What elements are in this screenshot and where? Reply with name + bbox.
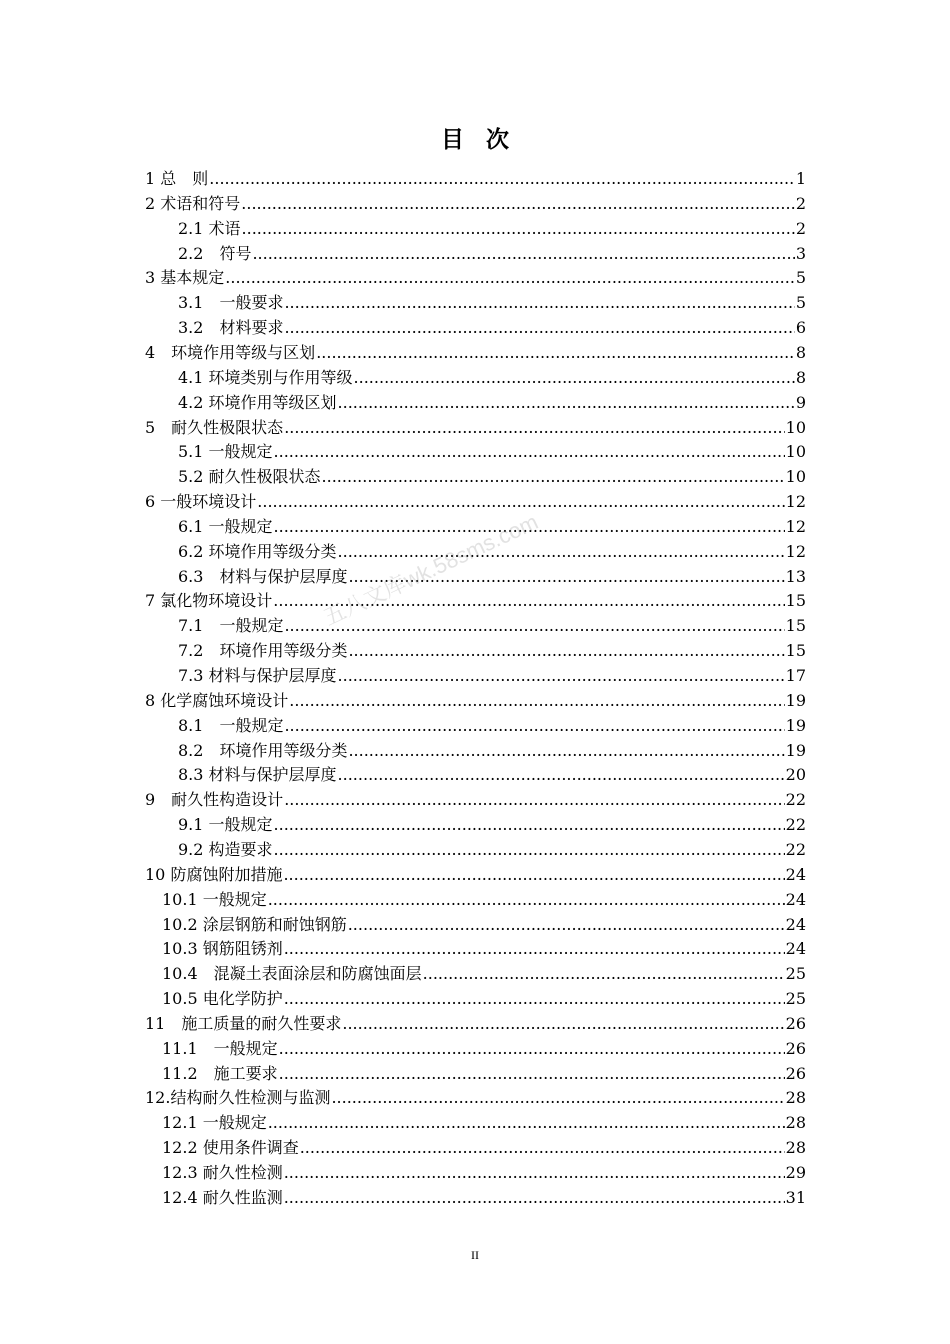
toc-entry[interactable] [145,1011,806,1036]
toc-entry-page: 24 [785,889,806,909]
toc-leader-dots [283,862,784,887]
toc-leader-dots [284,290,794,315]
toc-entry-label: 9.1 一般规定 [178,815,273,835]
toc-leader-dots [274,439,785,464]
toc-entry-label: 3.2 材料要求 [178,318,284,338]
toc-entry-label: 11.1 一般规定 [162,1038,278,1058]
toc-entry[interactable] [162,1036,806,1061]
toc-entry-label: 2.1 术语 [178,218,241,238]
toc-entry-label: 12.4 耐久性监测 [162,1187,283,1207]
toc-entry-page: 26 [785,1013,806,1033]
toc-entry-label: 7 氯化物环境设计 [145,591,273,611]
toc-entry-page: 1 [795,169,806,188]
toc-entry[interactable] [178,216,806,241]
toc-entry[interactable] [162,887,806,912]
toc-entry-label: 6 一般环境设计 [145,492,257,512]
toc-entry[interactable] [178,390,806,415]
toc-leader-dots [284,315,794,340]
toc-entry-page: 19 [785,690,806,710]
toc-entry-label: 2 术语和符号 [145,193,241,213]
toc-entry[interactable] [162,986,806,1011]
toc-entry-label: 10.2 涂层钢筋和耐蚀钢筋 [162,914,347,934]
page-title [0,124,950,156]
toc-entry-label: 12.2 使用条件调查 [162,1138,299,1158]
toc-entry[interactable] [162,1061,806,1086]
toc-entry[interactable] [178,713,806,738]
toc-entry[interactable] [145,688,806,713]
toc-entry[interactable] [145,862,806,887]
toc-leader-dots [284,1160,785,1185]
toc-entry-page: 20 [785,765,806,785]
toc-entry-page: 29 [785,1163,806,1182]
toc-entry[interactable] [178,613,806,638]
toc-entry-page: 15 [785,591,806,611]
toc-entry[interactable] [178,315,806,340]
toc-leader-dots [284,986,785,1011]
toc-entry-page: 22 [785,815,806,835]
toc-entry[interactable] [178,290,806,315]
toc-leader-dots [279,1061,785,1086]
toc-leader-dots [348,912,785,937]
toc-entry-page: 31 [785,1187,806,1207]
toc-entry-page: 8 [795,342,806,362]
toc-entry-label: 4.2 环境作用等级区划 [178,392,337,412]
toc-entry-page: 28 [785,1113,806,1133]
toc-entry-label: 2.2 符号 [178,243,252,263]
toc-entry-page: 15 [785,641,806,661]
toc-entry-label: 1 总 则 [145,169,209,188]
toc-leader-dots [274,837,785,862]
toc-entry-page: 6 [795,318,806,338]
toc-leader-dots [242,216,795,241]
toc-entry-page: 8 [795,367,806,387]
toc-entry[interactable] [145,415,806,440]
toc-leader-dots [284,787,784,812]
toc-leader-dots [268,1110,785,1135]
toc-entry[interactable] [178,663,806,688]
toc-entry-label: 5 耐久性极限状态 [145,417,284,437]
toc-entry[interactable] [145,265,806,290]
toc-leader-dots [268,887,785,912]
toc-entry-label: 9 耐久性构造设计 [145,790,284,810]
toc-entry-label: 8.1 一般规定 [178,715,284,735]
toc-entry-label: 10.1 一般规定 [162,889,267,909]
toc-leader-dots [423,961,785,986]
toc-leader-dots [209,166,795,191]
toc-leader-dots [241,191,795,216]
toc-entry[interactable] [162,961,806,986]
toc-entry[interactable] [162,1110,806,1135]
toc-leader-dots [322,464,785,489]
toc-entry-label: 4.1 环境类别与作用等级 [178,367,353,387]
toc-entry[interactable] [162,936,806,961]
toc-leader-dots [284,1185,785,1210]
toc-leader-dots [316,340,795,365]
toc-entry-label: 8.3 材料与保护层厚度 [178,765,337,785]
toc-entry-page: 24 [785,864,806,884]
toc-entry-page: 28 [785,1138,806,1158]
toc-entry-page: 28 [785,1088,806,1108]
toc-leader-dots [348,638,784,663]
toc-leader-dots [348,738,784,763]
toc-entry[interactable] [145,489,806,514]
toc-entry[interactable] [145,191,806,216]
toc-leader-dots [354,365,795,390]
toc-entry-label: 10 防腐蚀附加措施 [145,864,283,884]
toc-entry[interactable] [178,241,806,266]
toc-entry[interactable] [162,1135,806,1160]
toc-entry-label: 12.3 耐久性检测 [162,1163,283,1182]
toc-entry-page: 25 [785,964,806,984]
toc-entry-label: 7.3 材料与保护层厚度 [178,666,337,685]
toc-entry-page: 12 [785,492,806,512]
toc-leader-dots [342,1011,784,1036]
toc-entry[interactable] [178,638,806,663]
toc-leader-dots [274,812,785,837]
toc-entry-page: 10 [785,417,806,437]
toc-entry-label: 6.1 一般规定 [178,516,273,536]
toc-entry[interactable] [145,787,806,812]
toc-leader-dots [225,265,795,290]
toc-entry-label: 7.2 环境作用等级分类 [178,641,348,661]
toc-entry-page: 2 [795,218,806,238]
toc-entry-page: 19 [785,715,806,735]
toc-entry-label: 5.1 一般规定 [178,442,273,462]
toc-entry[interactable] [145,166,806,191]
toc-entry[interactable] [178,812,806,837]
toc-entry-page: 25 [785,989,806,1009]
toc-entry[interactable] [145,340,806,365]
toc-entry-label: 3.1 一般要求 [178,293,284,313]
toc-entry-page: 24 [785,914,806,934]
toc-entry-label: 5.2 耐久性极限状态 [178,467,321,487]
toc-entry-label: 6.2 环境作用等级分类 [178,541,337,561]
toc-leader-dots [289,688,784,713]
toc-entry-label: 7.1 一般规定 [178,616,284,636]
toc-entry-page: 10 [785,442,806,462]
toc-entry-page: 5 [795,268,806,288]
toc-entry-label: 11.2 施工要求 [162,1063,278,1083]
toc-entry-page: 2 [795,193,806,213]
toc-entry-page: 15 [785,616,806,636]
toc-entry[interactable] [162,912,806,937]
title-part-1: 目 [441,126,464,153]
toc-leader-dots [284,415,784,440]
page-number-footer: II [471,1248,479,1262]
toc-entry-label: 8 化学腐蚀环境设计 [145,690,289,710]
toc-entry[interactable] [178,738,806,763]
toc-entry-page: 3 [795,243,806,263]
toc-entry-page: 22 [785,839,806,859]
toc-entry-page: 9 [795,392,806,412]
toc-entry[interactable] [145,1085,806,1110]
toc-entry-label: 9.2 构造要求 [178,839,273,859]
toc-entry[interactable] [178,464,806,489]
toc-entry[interactable] [178,837,806,862]
toc-entry-page: 10 [785,467,806,487]
toc-entry-page: 5 [795,293,806,313]
toc-leader-dots [252,241,794,266]
toc-entry-page: 22 [785,790,806,810]
toc-entry-label: 8.2 环境作用等级分类 [178,740,348,760]
toc-entry-label: 10.4 混凝土表面涂层和防腐蚀面层 [162,964,422,984]
toc-leader-dots [338,539,785,564]
toc-entry[interactable] [178,439,806,464]
toc-entry-page: 13 [785,566,806,586]
toc-entry-page: 26 [785,1038,806,1058]
toc-leader-dots [284,936,785,961]
toc-entry[interactable] [162,1185,806,1210]
toc-entry-label: 11 施工质量的耐久性要求 [145,1013,342,1033]
toc-leader-dots [331,1085,784,1110]
toc-leader-dots [284,713,784,738]
toc-entry-label: 10.3 钢筋阻锈剂 [162,939,283,959]
toc-entry-page: 26 [785,1063,806,1083]
toc-entry-label: 12.结构耐久性检测与监测 [145,1088,331,1108]
toc-leader-dots [279,1036,785,1061]
toc-entry-page: 17 [785,666,806,685]
toc-leader-dots [300,1135,785,1160]
toc-entry-page: 24 [785,939,806,959]
toc-entry-page: 12 [785,516,806,536]
title-part-2: 次 [486,126,509,153]
toc-entry[interactable] [178,762,806,787]
toc-entry-label: 3 基本规定 [145,268,225,288]
toc-leader-dots [338,762,785,787]
watermark: 五八文库wk.58sms.com [319,508,542,631]
toc-leader-dots [338,390,795,415]
toc-leader-dots [338,663,785,688]
toc-entry-page: 12 [785,541,806,561]
toc-entry-label: 12.1 一般规定 [162,1113,267,1133]
toc-entry-label: 6.3 材料与保护层厚度 [178,566,348,586]
toc-entry-page: 19 [785,740,806,760]
toc-entry[interactable] [162,1160,806,1185]
toc-entry[interactable] [178,365,806,390]
toc-entry-label: 4 环境作用等级与区划 [145,342,316,362]
toc-entry-label: 10.5 电化学防护 [162,989,283,1009]
toc-entry[interactable] [145,588,806,613]
toc-entry[interactable] [178,564,806,589]
